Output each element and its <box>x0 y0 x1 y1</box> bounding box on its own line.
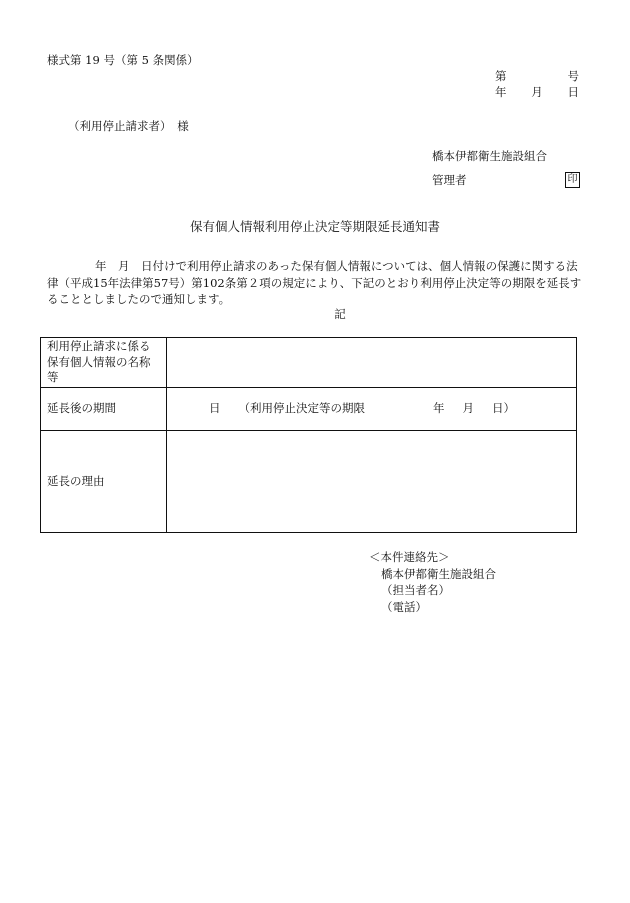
contact-organization: 橋本伊都衛生施設組合 <box>381 566 496 581</box>
form-number: 様式第 19 号（第 5 条関係） <box>47 53 199 67</box>
document-title: 保有個人情報利用停止決定等期限延長通知書 <box>189 219 440 234</box>
sender-title: 管理者 <box>432 173 467 187</box>
row-label-extended-period: 延長後の期間 <box>41 388 167 431</box>
info-name-cell <box>167 338 577 388</box>
detail-table <box>40 337 577 533</box>
doc-number-prefix: 第 <box>495 69 507 83</box>
row-label-reason: 延長の理由 <box>41 431 167 533</box>
sender-organization: 橋本伊都衛生施設組合 <box>432 149 547 163</box>
contact-block <box>369 549 496 616</box>
date-month: 月 <box>531 85 543 99</box>
period-day-close: 日） <box>492 401 515 416</box>
period-day: 日 <box>209 401 221 416</box>
doc-number-suffix: 号 <box>567 69 579 83</box>
table-row <box>41 431 577 533</box>
period-year: 年 <box>433 401 445 416</box>
period-note: （利用停止決定等の期限 <box>238 401 365 416</box>
ki-marker: 記 <box>334 307 346 321</box>
issue-date-line <box>495 86 579 100</box>
recipient: （利用停止請求者） 様 <box>68 119 189 133</box>
body-paragraph: 年 月 日付けで利用停止請求のあった保有個人情報については、個人情報の保護に関する法律（平成15年法律第57号）第102条第２項の規定により、下記のとおり利用停止決定等の期限を延長することとしましたので通知します。 <box>47 259 582 307</box>
date-year: 年 <box>495 85 507 99</box>
contact-heading: ＜本件連絡先＞ <box>369 550 450 564</box>
table-row <box>41 338 577 388</box>
contact-person: （担当者名） <box>381 583 450 598</box>
table-row <box>41 388 577 431</box>
document-number-line <box>495 70 579 84</box>
seal-mark: 印 <box>565 172 580 188</box>
contact-phone: （電話） <box>381 600 427 615</box>
row-label-info-name: 利用停止請求に係る保有個人情報の名称等 <box>41 338 167 388</box>
date-day: 日 <box>567 85 579 99</box>
reason-cell <box>167 431 577 533</box>
period-month: 月 <box>462 401 474 416</box>
extended-period-cell <box>167 388 577 431</box>
